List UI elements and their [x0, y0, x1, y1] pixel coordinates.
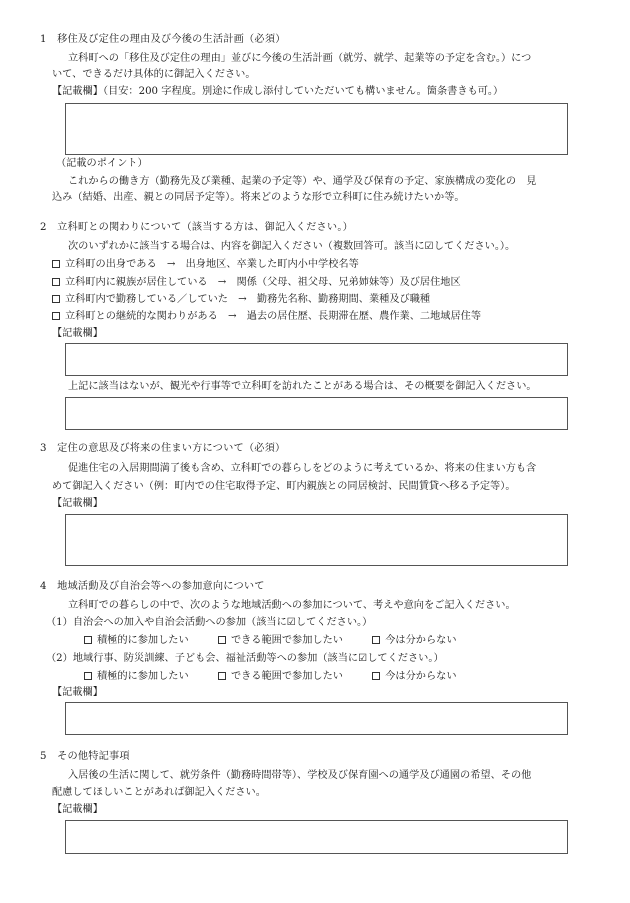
section-2-intro: 次のいずれかに該当する場合は、内容を御記入ください（複数回答可。該当に☑してください。）。 [68, 241, 516, 252]
section-5-entry-field[interactable] [65, 820, 568, 854]
section-2-item-3 [52, 293, 430, 308]
checkbox[interactable] [52, 295, 60, 303]
section-2-item-2 [52, 276, 461, 291]
section-4-entry-field[interactable] [65, 702, 568, 735]
section-4-entry-label: 【記載欄】 [52, 687, 103, 698]
section-4-heading: 4 地域活動及び自治会等への参加意向について [40, 581, 265, 592]
option-item[interactable] [84, 634, 189, 649]
section-1-points-title: （記載のポイント） [56, 158, 148, 169]
section-3-entry-label: 【記載欄】 [52, 498, 103, 509]
section-1-entry-field[interactable] [65, 103, 568, 155]
section-5-body-line-1: 入居後の生活に関して、就労条件（勤務時間帯等）、学校及び保育園への通学及び通園の希望、その他 [68, 770, 532, 781]
section-4-intro: 立科町での暮らしの中で、次のような地域活動への参加について、考えや意向をご記入ください。 [68, 600, 516, 611]
section-2-item-1-label: 立科町の出身である → 出身地区、卒業した町内小中学校名等 [65, 259, 359, 270]
option-label: 今は分からない [385, 635, 457, 646]
option-label: 積極的に参加したい [97, 671, 189, 682]
checkbox[interactable] [218, 672, 226, 680]
section-3-heading: 3 定住の意思及び将来の住まい方について（必須） [40, 443, 286, 454]
section-1-body-line-2: いて、できるだけ具体的に御記入ください。 [52, 69, 256, 80]
option-label: 今は分からない [385, 671, 457, 682]
section-1-body-line-1: 立科町への「移住及び定住の理由」並びに今後の生活計画（就労、就学、起業等の予定を含む。）につ [68, 53, 532, 64]
section-1-heading: 1 移住及び定住の理由及び今後の生活計画（必須） [40, 34, 286, 45]
section-2-entry-field[interactable] [65, 343, 568, 376]
option-label: 積極的に参加したい [97, 635, 189, 646]
section-2-extra-prompt: 上記に該当はないが、観光や行事等で立科町を訪れたことがある場合は、その概要を御記入ください。 [68, 381, 537, 392]
section-3-entry-field[interactable] [65, 514, 568, 566]
option-item[interactable] [372, 634, 456, 649]
option-label: できる範囲で参加したい [230, 635, 343, 646]
option-item[interactable] [372, 670, 456, 685]
checkbox[interactable] [84, 672, 92, 680]
section-2-entry-label: 【記載欄】 [52, 328, 103, 339]
checkbox[interactable] [52, 278, 60, 286]
section-2-item-3-label: 立科町内で勤務している／していた → 勤務先名称、勤務期間、業種及び職種 [65, 294, 431, 305]
section-4-question-1-options [84, 634, 483, 649]
section-1-entry-label: 【記載欄】（目安：200 字程度。別途に作成し添付していただいても構いません。箇条書きも可。） [52, 86, 504, 97]
section-4-question-2: （2）地域行事、防災訓練、子ども会、福祉活動等への参加（該当に☑してください。） [46, 653, 444, 664]
option-item[interactable] [84, 670, 189, 685]
section-3-body-line-1: 促進住宅の入居期間満了後も含め、立科町での暮らしをどのように考えているか、将来の住まい方も含 [68, 463, 537, 474]
option-item[interactable] [218, 670, 343, 685]
section-2-item-4 [52, 310, 481, 325]
section-2-heading: 2 立科町との関わりについて（該当する方は、御記入ください。） [40, 222, 353, 233]
section-1-points-line-2: 込み（結婚、出産、親との同居予定等）。将来どのような形で立科町に住み続けたいか等。 [52, 192, 465, 203]
checkbox[interactable] [372, 636, 380, 644]
option-label: できる範囲で参加したい [230, 671, 343, 682]
checkbox[interactable] [84, 636, 92, 644]
section-5-entry-label: 【記載欄】 [52, 804, 103, 815]
checkbox[interactable] [218, 636, 226, 644]
checkbox[interactable] [52, 260, 60, 268]
checkbox[interactable] [52, 312, 60, 320]
section-1-points-line-1: これからの働き方（勤務先及び業種、起業の予定等）や、通学及び保育の予定、家族構成の変化の 見 [68, 176, 537, 187]
section-2-item-1 [52, 258, 359, 273]
section-4-question-1: （1）自治会への加入や自治会活動への参加（該当に☑してください。） [46, 617, 373, 628]
section-2-item-4-label: 立科町との継続的な関わりがある → 過去の居住歴、長期滞在歴、農作業、二地域居住等 [65, 311, 482, 322]
section-4-question-2-options [84, 670, 483, 685]
section-5-body-line-2: 配慮してほしいことがあれば御記入ください。 [52, 787, 266, 798]
section-3-body-line-2: めて御記入ください（例：町内での住宅取得予定、町内親族との同居検討、民間賃貸へ移る予定等）。 [52, 481, 516, 492]
section-5-heading: 5 その他特記事項 [40, 751, 130, 762]
checkbox[interactable] [372, 672, 380, 680]
section-2-item-2-label: 立科町内に親族が居住している → 関係（父母、祖父母、兄弟姉妹等）及び居住地区 [65, 277, 461, 288]
section-2-extra-field[interactable] [65, 397, 568, 430]
option-item[interactable] [218, 634, 343, 649]
